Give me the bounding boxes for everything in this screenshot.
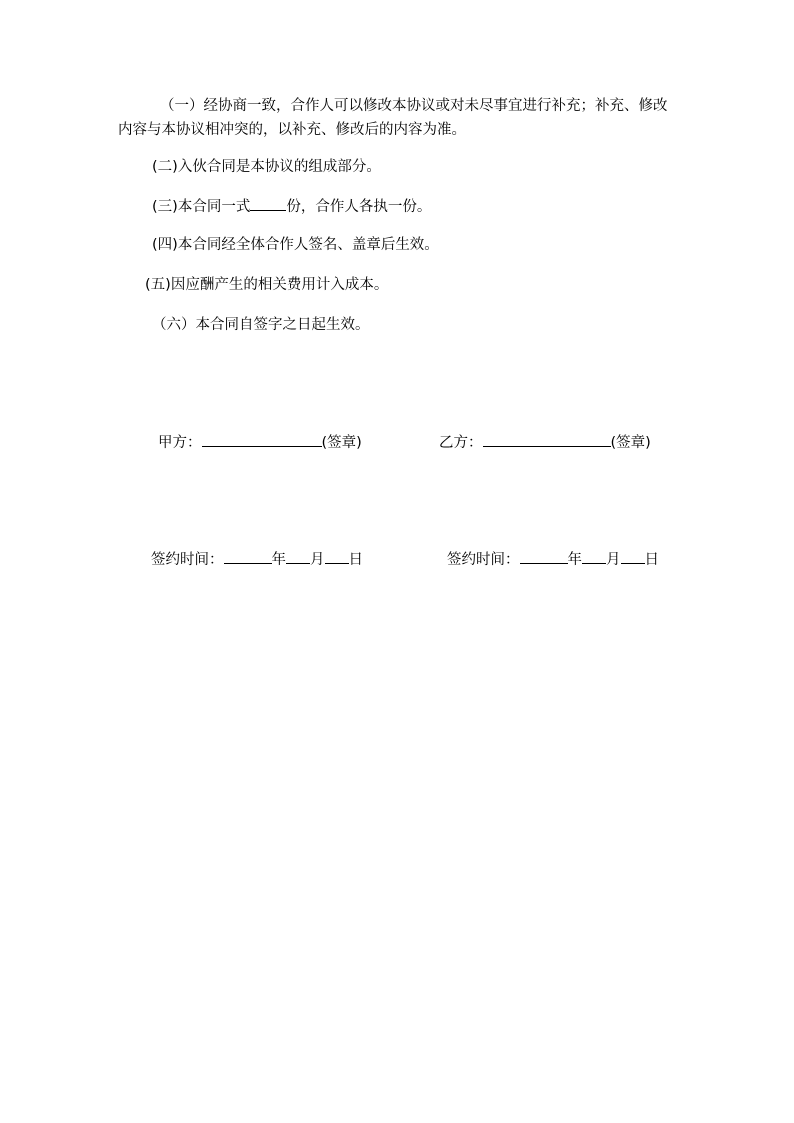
day-label: 日 — [644, 552, 659, 568]
party-a-seal-label: (签章) — [321, 435, 362, 451]
clause-2: (二)入伙合同是本协议的组成部分。 — [152, 159, 381, 175]
clause-3 — [152, 195, 712, 219]
month-blank — [286, 549, 310, 564]
day-blank — [325, 549, 349, 564]
party-b-signature — [439, 431, 651, 455]
date-label: 签约时间： — [447, 552, 520, 568]
party-b-label: 乙方： — [439, 435, 483, 451]
clause-3-text-after: 份，合作人各执一份。 — [286, 199, 432, 215]
party-a-signature — [158, 431, 362, 455]
party-b-seal-label: (签章) — [610, 435, 651, 451]
clause-5: (五)因应酬产生的相关费用计入成本。 — [145, 277, 389, 293]
copies-blank — [250, 196, 286, 211]
date-label: 签约时间： — [151, 552, 224, 568]
month-label: 月 — [310, 552, 325, 568]
party-b-signature-blank — [483, 432, 611, 447]
clause-4: (四)本合同经全体合作人签名、盖章后生效。 — [152, 237, 439, 253]
year-label: 年 — [271, 552, 286, 568]
party-b-sign-date — [447, 548, 659, 572]
year-blank — [520, 549, 568, 564]
year-blank — [224, 549, 272, 564]
party-a-label: 甲方： — [158, 435, 202, 451]
party-a-signature-blank — [202, 432, 322, 447]
party-a-sign-date — [151, 548, 363, 572]
clause-3-text-before: (三)本合同一式 — [152, 199, 251, 215]
month-label: 月 — [606, 552, 621, 568]
day-blank — [621, 549, 645, 564]
month-blank — [582, 549, 606, 564]
clause-6: （六）本合同自签字之日起生效。 — [152, 317, 370, 333]
year-label: 年 — [567, 552, 582, 568]
clause-1: （一）经协商一致，合作人可以修改本协议或对未尽事宜进行补充；补充、修改内容与本协议相冲突的，以补充、修改后的内容为准。 — [118, 98, 668, 138]
day-label: 日 — [348, 552, 363, 568]
